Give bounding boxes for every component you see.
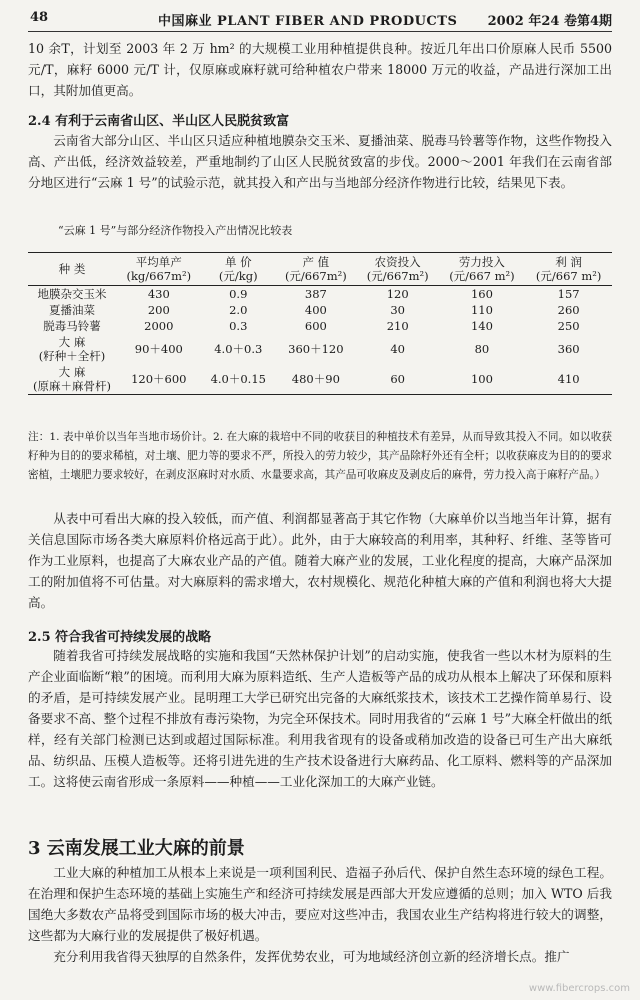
material-cell: 210 [386,319,409,333]
header-unit: (元/667 m²) [535,269,602,283]
page-number: 48 [30,10,49,25]
header-cell [116,253,202,286]
crop-name-cell [28,302,116,318]
crop-name: 脱毒马铃薯 [43,319,101,333]
table-row [28,364,612,395]
labor-cell: 140 [470,319,493,333]
section-2-5-paragraph: 随着我省可持续发展战略的实施和我国“天然林保护计划”的启动实施，使我省一些以木材为原料的生产企业面临断“粮”的困境。而利用大麻为原料造纸、生产人造板等产品的成功从根本上解决了环保和原料的矛盾，是可持续发展产业。昆明理工大学已研究出完备的大麻纸浆技术，该技术工艺操作简单易行、设备要求不高、整个过程不排放有毒污染物，为完全环保技术。同时用我省的“云麻 1 号”大麻全杆做出的纸样，经有关部门检测已达到或超过国际标准。利用我省现有的设备或稍加改造的设备已可生产出大麻纸品、纺织品、压模人造板等。还将引进先进的生产技术设备进行大麻药品、化工原料、燃料等的产品深加工。这将使云南省形成一条原料——种植——工业化深加工的大麻产业链。 [28,648,612,789]
table-row [28,334,612,364]
profit-cell: 410 [557,372,580,386]
crop-name-cell [28,364,116,395]
site-watermark: www.fibercrops.com [528,983,630,994]
yield-cell: 90＋400 [134,342,183,356]
price-cell: 4.0＋0.15 [210,372,266,386]
labor-cell: 160 [470,287,493,301]
header-cell [439,253,526,286]
header-unit: (元/667m²) [366,269,429,283]
intro-paragraph-block [28,38,612,101]
analysis-block [28,508,612,613]
header-unit: (元/667m²) [284,269,347,283]
section-2-5-body [28,645,612,792]
header-line: 种 类 [58,262,86,276]
analysis-paragraph: 从表中可看出大麻的投入较低，而产值、利润都显著高于其它作物（大麻单价以当地当年计算，据有关信息国际市场各类大麻原料价格远高于此）。此外，由于大麻较高的利用率，其种籽、纤维、茎等皆可作为工业原料，也提高了大麻农业产品的产值。随着大麻产业的发展，工业化程度的提高，大麻产品深加工的附加值将不可估量。对大麻原料的需求增大，农村规模化、规范化种植大麻的产值和利润也将大大提高。 [28,511,612,610]
profit-cell: 250 [557,319,580,333]
yield-cell: 430 [147,287,170,301]
output-cell: 600 [304,319,327,333]
table-caption: “云麻 1 号”与部分经济作物投入产出情况比较表 [58,224,293,237]
output-cell: 480＋90 [291,372,340,386]
yield-cell: 120＋600 [131,372,187,386]
section-3-paragraph-2: 充分利用我省得天独厚的自然条件，发挥优势农业，可为地域经济创立新的经济增长点。推广 [53,949,570,964]
material-cell: 40 [390,342,405,356]
header-cell [275,253,357,286]
issue-info: 2002 年24 卷第4期 [487,14,612,29]
crop-name: 大 麻 [58,335,86,349]
material-cell: 30 [390,303,405,317]
header-unit: (kg/667m²) [126,269,192,283]
section-2-5-heading: 2.5 符合我省可持续发展的战略 [28,630,212,645]
header-cell [28,253,116,286]
header-unit: (元/kg) [218,269,258,283]
table-header-row [28,253,612,286]
crop-name-cell [28,334,116,364]
header-line: 产 值 [302,255,330,269]
material-cell: 120 [386,287,409,301]
comparison-table [28,252,612,395]
crop-name: 大 麻 [58,365,86,379]
header-cell [357,253,439,286]
header-line: 平均单产 [135,255,182,269]
crop-name: 地膜杂交玉米 [37,287,107,301]
section-3-heading: 3 云南发展工业大麻的前景 [28,838,245,859]
price-cell: 0.3 [229,319,248,333]
header-unit: (元/667 m²) [449,269,515,283]
output-cell: 387 [304,287,327,301]
section-3-body [28,862,612,967]
section-2-4-paragraph: 云南省大部分山区、半山区只适应种植地膜杂交玉米、夏播油菜、脱毒马铃薯等作物，这些作物投入高、产出低，经济效益较差，严重地制约了山区人民脱贫致富的步伐。2000～2001 年我们在云南省部分地区进行“云麻 1 号”的试验示范，就其投入和产出与当地部分经济作物进行比较，结果见下表。 [28,133,612,190]
output-cell: 360＋120 [288,342,344,356]
section-3-paragraph-1: 工业大麻的种植加工从根本上来说是一项利国利民、造福子孙后代、保护自然生态环境的绿色工程。在治理和保护生态环境的基础上实施生产和经济可持续发展是西部大开发应遵循的总则；加入 WTO 后我国绝大多数农产品将受到国际市场的极大冲击，要应对这些冲击，我国农业生产结构将进行较大的调整，这些都为大麻行业的发展提供了极好机遇。 [28,865,612,943]
header-line: 劳力投入 [458,255,505,269]
yield-cell: 2000 [144,319,174,333]
crop-subname: (籽种＋全杆) [38,349,106,363]
output-cell: 400 [304,303,327,317]
crop-name-cell [28,318,116,334]
price-cell: 0.9 [229,287,248,301]
profit-cell: 157 [557,287,580,301]
labor-cell: 110 [470,303,493,317]
table-row [28,302,612,318]
profit-cell: 360 [557,342,580,356]
price-cell: 2.0 [229,303,248,317]
table-row [28,286,612,303]
running-header [28,8,612,30]
header-line: 农资投入 [374,255,421,269]
profit-cell: 260 [557,303,580,317]
crop-name: 夏播油菜 [49,303,95,317]
header-line: 单 价 [224,255,252,269]
journal-title: 中国麻业 PLANT FIBER AND PRODUCTS [158,14,458,29]
header-line: 利 润 [555,255,582,269]
yield-cell: 200 [147,303,170,317]
labor-cell: 80 [474,342,490,356]
table-row [28,318,612,334]
intro-paragraph: 10 余T，计划至 2003 年 2 万 hm² 的大规模工业用种植提供良种。按近几年出口价原麻人民币 5500 元/T，麻籽 6000 元/T 计，仅原麻或麻籽就可给种植农户带来 18000 万元的收益，产品进行深加工出口，其附加值更高。 [28,41,612,98]
header-cell [202,253,275,286]
section-2-4-body [28,130,612,193]
crop-subname: (原麻＋麻骨杆) [33,379,111,393]
material-cell: 60 [390,372,405,386]
labor-cell: 100 [470,372,493,386]
header-cell [525,253,612,286]
section-2-4-heading: 2.4 有利于云南省山区、半山区人民脱贫致富 [28,114,290,129]
table-note: 注：1. 表中单价以当年当地市场价计。2. 在大麻的栽培中不同的收获目的种植技术有差异，从而导致其投入不同。如以收获籽种为目的的要求稀植，对土壤、肥力等的要求不严，所投入的劳力较少，其产品除籽外还有全杆；以收获麻皮为目的的要求密植，土壤肥力要求较好，在剥皮沤麻时对水质、水量要求高，其产品可收麻皮及剥皮后的麻骨，劳力投入高于麻籽产品。） [28,431,612,481]
crop-name-cell [28,286,116,303]
price-cell: 4.0＋0.3 [214,342,263,356]
header-rule [28,31,612,32]
